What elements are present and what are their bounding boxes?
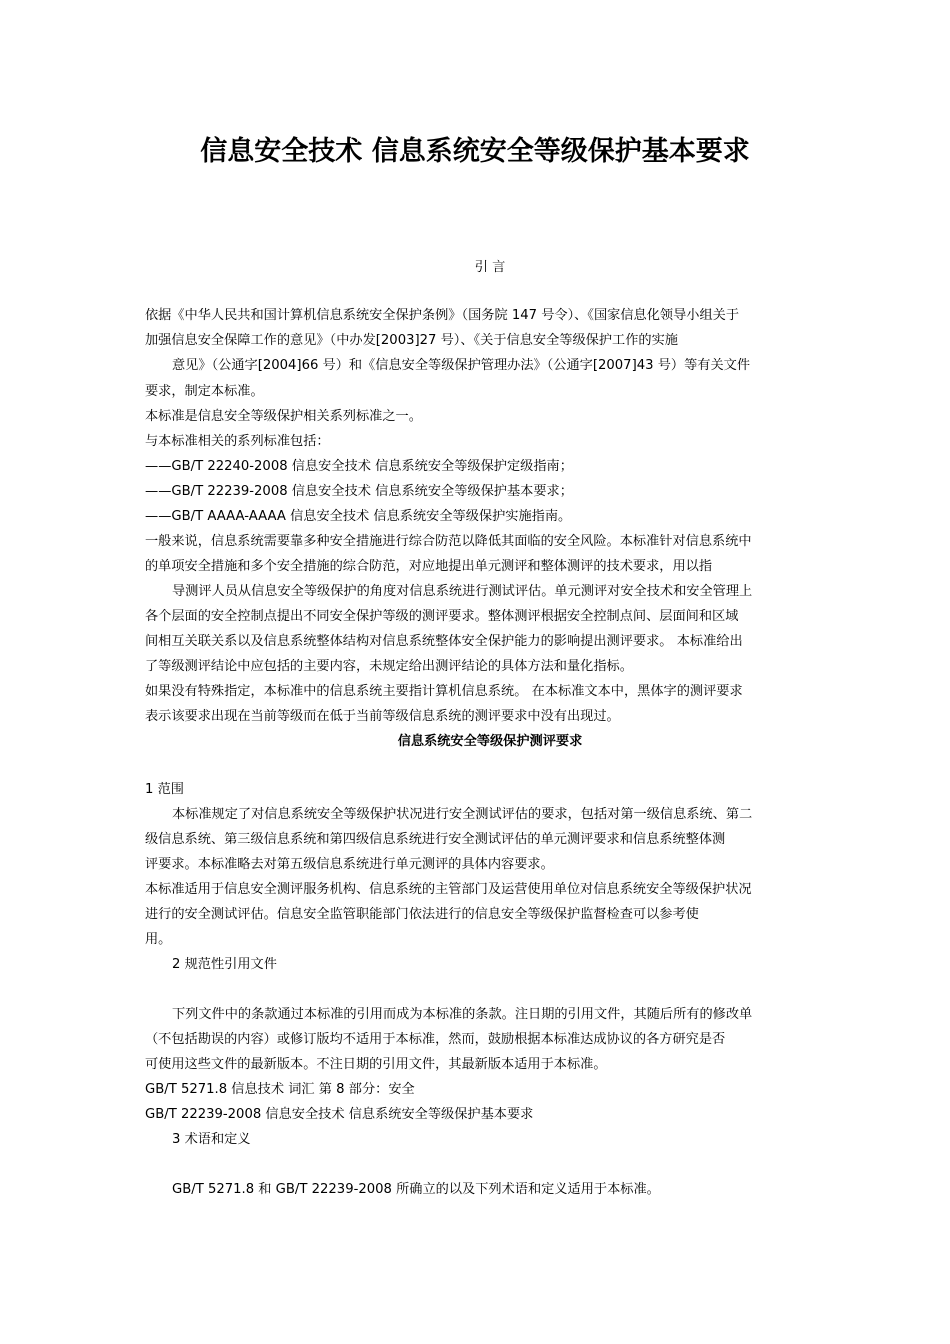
intro-line: 如果没有特殊指定，本标准中的信息系统主要指计算机信息系统。 在本标准文本中，黑体字的测评要求: [145, 684, 743, 699]
intro-line: 导测评人员从信息安全等级保护的角度对信息系统进行测试评估。单元测评对安全技术和安全管理上: [172, 584, 753, 599]
body-line: 本标准适用于信息安全测评服务机构、信息系统的主管部门及运营使用单位对信息系统安全等级保护状况: [145, 882, 752, 897]
body-line: 本标准规定了对信息系统安全等级保护状况进行安全测试评估的要求，包括对第一级信息系统、第二: [172, 807, 753, 822]
intro-line: 意见》（公通字[2004]66 号）和《信息安全等级保护管理办法》（公通字[2007]43 号）等有关文件: [172, 358, 751, 373]
body-line: 下列文件中的条款通过本标准的引用而成为本标准的条款。注日期的引用文件，其随后所有的修改单: [172, 1007, 753, 1022]
intro-line: 加强信息安全保障工作的意见》（中办发[2003]27 号）、《关于信息安全等级保护工作的实施: [145, 333, 678, 348]
document-title: 信息安全技术 信息系统安全等级保护基本要求: [200, 136, 750, 167]
reference-item: GB/T 5271.8 信息技术 词汇 第 8 部分：安全: [145, 1082, 415, 1097]
clause-heading-scope: 1 范围: [145, 782, 184, 797]
intro-line: ——GB/T 22239-2008 信息安全技术 信息系统安全等级保护基本要求；: [145, 484, 573, 499]
intro-line: 了等级测评结论中应包括的主要内容，未规定给出测评结论的具体方法和量化指标。: [145, 659, 633, 674]
intro-line: 要求，制定本标准。: [145, 384, 264, 399]
intro-line: 的单项安全措施和多个安全措施的综合防范，对应地提出单元测评和整体测评的技术要求，用以指: [145, 559, 713, 574]
intro-line: ——GB/T 22240-2008 信息安全技术 信息系统安全等级保护定级指南；: [145, 459, 573, 474]
body-line: 评要求。本标准略去对第五级信息系统进行单元测评的具体内容要求。: [145, 857, 554, 872]
body-line: 级信息系统、第三级信息系统和第四级信息系统进行安全测试评估的单元测评要求和信息系统整体测: [145, 832, 726, 847]
intro-line: 本标准是信息安全等级保护相关系列标准之一。: [145, 409, 422, 424]
clause-heading-normative-references: 2 规范性引用文件: [172, 957, 277, 972]
body-line: 进行的安全测试评估。信息安全监管职能部门依法进行的信息安全等级保护监督检查可以参考使: [145, 907, 699, 922]
body-line: 用。: [145, 932, 172, 947]
section-heading: 信息系统安全等级保护测评要求: [397, 734, 583, 749]
body-line: （不包括勘误的内容）或修订版均不适用于本标准，然而，鼓励根据本标准达成协议的各方研究是否: [145, 1032, 726, 1047]
clause-heading-terms: 3 术语和定义: [172, 1132, 251, 1147]
intro-line: 间相互关联关系以及信息系统整体结构对信息系统整体安全保护能力的影响提出测评要求。 本标准给出: [145, 634, 743, 649]
intro-line: 一般来说，信息系统需要靠多种安全措施进行综合防范以降低其面临的安全风险。本标准针对信息系统中: [145, 534, 752, 549]
intro-line: 各个层面的安全控制点提出不同安全保护等级的测评要求。整体测评根据安全控制点间、层面间和区域: [145, 609, 739, 624]
intro-line: 与本标准相关的系列标准包括：: [145, 434, 330, 449]
intro-line: ——GB/T AAAA-AAAA 信息安全技术 信息系统安全等级保护实施指南。: [145, 509, 572, 524]
body-line: 可使用这些文件的最新版本。不注日期的引用文件，其最新版本适用于本标准。: [145, 1057, 607, 1072]
intro-heading: 引 言: [474, 260, 506, 275]
intro-line: 依据《中华人民共和国计算机信息系统安全保护条例》（国务院 147 号令）、《国家信息化领导小组关于: [145, 308, 740, 323]
reference-item: GB/T 22239-2008 信息安全技术 信息系统安全等级保护基本要求: [145, 1107, 534, 1122]
body-line: GB/T 5271.8 和 GB/T 22239-2008 所确立的以及下列术语和定义适用于本标准。: [172, 1182, 660, 1197]
intro-line: 表示该要求出现在当前等级而在低于当前等级信息系统的测评要求中没有出现过。: [145, 709, 620, 724]
